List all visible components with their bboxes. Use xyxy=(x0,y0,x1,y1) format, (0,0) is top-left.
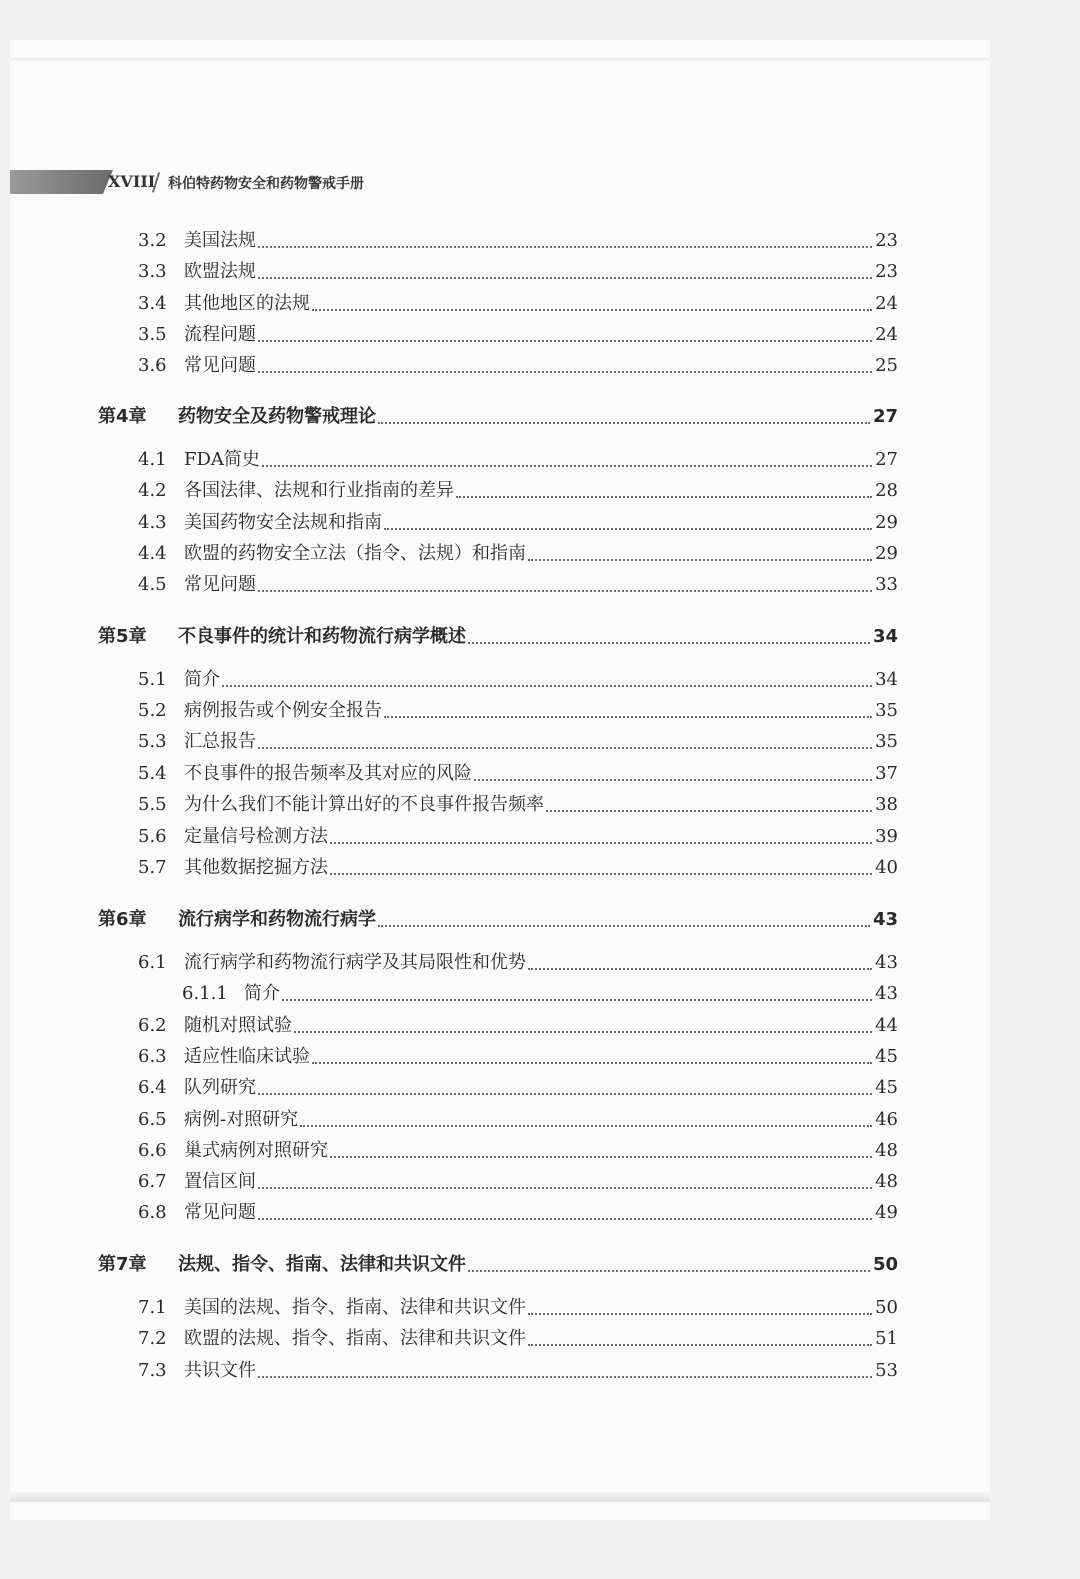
page-number: 48 xyxy=(875,1140,898,1161)
page-number-roman: XVIII xyxy=(108,172,156,191)
chapter-title: 流行病学和药物流行病学 xyxy=(178,909,376,930)
dot-leader xyxy=(258,276,872,279)
section-number: 3.4 xyxy=(138,293,167,314)
section-number: 4.3 xyxy=(138,512,167,533)
page-number: 25 xyxy=(875,355,898,376)
toc-section-row xyxy=(138,445,898,471)
toc-section-row xyxy=(138,853,898,879)
section-number: 6.2 xyxy=(138,1015,167,1036)
section-title: 简介 xyxy=(184,669,220,690)
toc-section-row xyxy=(138,759,898,785)
page-number: 37 xyxy=(875,763,898,784)
section-title: 各国法律、法规和行业指南的差异 xyxy=(184,480,454,501)
dot-leader xyxy=(258,1217,872,1220)
chapter-title: 法规、指令、指南、法律和共识文件 xyxy=(178,1254,466,1275)
dot-leader xyxy=(312,308,872,311)
section-title: 为什么我们不能计算出好的不良事件报告频率 xyxy=(184,794,544,815)
page-number: 34 xyxy=(872,626,898,647)
dot-leader xyxy=(384,527,872,530)
toc-section-row xyxy=(138,665,898,691)
section-title: 流行病学和药物流行病学及其局限性和优势 xyxy=(184,952,526,973)
dot-leader xyxy=(258,370,872,373)
section-title: 美国药物安全法规和指南 xyxy=(184,512,382,533)
page-number: 35 xyxy=(875,700,898,721)
section-number: 4.1 xyxy=(138,449,167,470)
section-number: 6.8 xyxy=(138,1202,167,1223)
toc-chapter-row xyxy=(98,622,898,648)
page-number: 45 xyxy=(875,1077,898,1098)
toc-section-row xyxy=(138,1011,898,1037)
page-number: 40 xyxy=(875,857,898,878)
section-number: 7.2 xyxy=(138,1328,167,1349)
dot-leader xyxy=(378,924,870,927)
section-title: 定量信号检测方法 xyxy=(184,826,328,847)
page-number: 43 xyxy=(872,909,898,930)
section-number: 6.4 xyxy=(138,1077,167,1098)
page-number: 23 xyxy=(875,230,898,251)
section-title: 美国法规 xyxy=(184,230,256,251)
toc-section-row xyxy=(138,1324,898,1350)
section-title: 汇总报告 xyxy=(184,731,256,752)
section-title: 巢式病例对照研究 xyxy=(184,1140,328,1161)
page-number: 51 xyxy=(875,1328,898,1349)
toc-section-row xyxy=(138,1042,898,1068)
section-number: 4.4 xyxy=(138,543,167,564)
dot-leader xyxy=(468,1269,870,1272)
section-title: 流程问题 xyxy=(184,324,256,345)
page-number: 49 xyxy=(875,1202,898,1223)
section-title: 病例报告或个例安全报告 xyxy=(184,700,382,721)
dot-leader xyxy=(384,715,872,718)
chapter-title: 药物安全及药物警戒理论 xyxy=(178,406,376,427)
dot-leader xyxy=(468,641,870,644)
section-number: 7.1 xyxy=(138,1297,167,1318)
dot-leader xyxy=(474,778,872,781)
section-title: 不良事件的报告频率及其对应的风险 xyxy=(184,763,472,784)
section-number: 5.4 xyxy=(138,763,167,784)
toc-section-row xyxy=(138,289,898,315)
toc-section-row xyxy=(138,1136,898,1162)
section-title: 常见问题 xyxy=(184,574,256,595)
toc-section-row xyxy=(138,948,898,974)
toc-section-row xyxy=(138,696,898,722)
dot-leader xyxy=(222,684,872,687)
page-number: 29 xyxy=(875,512,898,533)
section-number: 6.6 xyxy=(138,1140,167,1161)
section-number: 4.2 xyxy=(138,480,167,501)
page-number: 33 xyxy=(875,574,898,595)
toc-section-row xyxy=(138,727,898,753)
page-number: 50 xyxy=(875,1297,898,1318)
dot-leader xyxy=(258,1092,872,1095)
dot-leader xyxy=(546,809,872,812)
page-number: 43 xyxy=(875,952,898,973)
dot-leader xyxy=(258,339,872,342)
section-number: 6.7 xyxy=(138,1171,167,1192)
page-number: 23 xyxy=(875,261,898,282)
dot-leader xyxy=(456,495,872,498)
dot-leader xyxy=(528,967,872,970)
page-number: 27 xyxy=(875,449,898,470)
section-title: 病例-对照研究 xyxy=(184,1109,299,1130)
chapter-number: 第7章 xyxy=(98,1254,147,1275)
dot-leader xyxy=(258,1375,872,1378)
page-number: 38 xyxy=(875,794,898,815)
toc-chapter-row xyxy=(98,1250,898,1276)
page-number: 24 xyxy=(875,293,898,314)
section-title: 置信区间 xyxy=(184,1171,256,1192)
page-number: 45 xyxy=(875,1046,898,1067)
toc-section-row xyxy=(138,1105,898,1131)
section-number: 5.6 xyxy=(138,826,167,847)
page-number: 44 xyxy=(875,1015,898,1036)
book-title: 科伯特药物安全和药物警戒手册 xyxy=(168,176,364,192)
dot-leader xyxy=(282,998,872,1001)
section-title: 欧盟法规 xyxy=(184,261,256,282)
chapter-number: 第5章 xyxy=(98,626,147,647)
dot-leader xyxy=(528,1343,872,1346)
header-slash-divider: / xyxy=(152,168,161,196)
toc-section-row xyxy=(138,351,898,377)
toc-chapter-row xyxy=(98,905,898,931)
toc-section-row xyxy=(138,1356,898,1382)
section-number: 6.1 xyxy=(138,952,167,973)
page-number: 50 xyxy=(872,1254,898,1275)
page-number: 27 xyxy=(872,406,898,427)
section-title: 共识文件 xyxy=(184,1360,256,1381)
section-number: 5.7 xyxy=(138,857,167,878)
section-number: 3.5 xyxy=(138,324,167,345)
dot-leader xyxy=(312,1061,872,1064)
chapter-title: 不良事件的统计和药物流行病学概述 xyxy=(178,626,466,647)
dot-leader xyxy=(258,1186,872,1189)
toc-section-row xyxy=(138,539,898,565)
dot-leader xyxy=(258,245,872,248)
page-number: 43 xyxy=(875,983,898,1004)
section-title: 欧盟的药物安全立法（指令、法规）和指南 xyxy=(184,543,526,564)
toc-section-row xyxy=(138,570,898,596)
dot-leader xyxy=(258,589,872,592)
toc-section-row xyxy=(138,1293,898,1319)
section-title: 队列研究 xyxy=(184,1077,256,1098)
dot-leader xyxy=(330,1155,872,1158)
section-title: 常见问题 xyxy=(184,1202,256,1223)
dot-leader xyxy=(330,872,872,875)
section-number: 5.1 xyxy=(138,669,167,690)
section-title: 常见问题 xyxy=(184,355,256,376)
section-title: 其他数据挖掘方法 xyxy=(184,857,328,878)
section-number: 6.3 xyxy=(138,1046,167,1067)
section-number: 3.3 xyxy=(138,261,167,282)
page-number: 35 xyxy=(875,731,898,752)
page-number: 53 xyxy=(875,1360,898,1381)
section-number: 7.3 xyxy=(138,1360,167,1381)
dot-leader xyxy=(300,1124,872,1127)
toc-section-row xyxy=(138,1198,898,1224)
page-number: 34 xyxy=(875,669,898,690)
toc-section-row xyxy=(138,257,898,283)
dot-leader xyxy=(330,841,872,844)
section-title: 随机对照试验 xyxy=(184,1015,292,1036)
section-number: 6.5 xyxy=(138,1109,167,1130)
dot-leader xyxy=(528,558,872,561)
toc-chapter-row xyxy=(98,402,898,428)
section-number: 5.3 xyxy=(138,731,167,752)
section-number: 5.5 xyxy=(138,794,167,815)
section-number: 5.2 xyxy=(138,700,167,721)
chapter-number: 第4章 xyxy=(98,406,147,427)
dot-leader xyxy=(528,1312,872,1315)
section-title: 适应性临床试验 xyxy=(184,1046,310,1067)
toc-section-row xyxy=(138,476,898,502)
toc-section-row xyxy=(138,1073,898,1099)
subsection-number: 6.1.1 xyxy=(182,983,228,1004)
dot-leader xyxy=(294,1030,872,1033)
dot-leader xyxy=(258,746,872,749)
toc-section-row xyxy=(138,790,898,816)
section-title: 美国的法规、指令、指南、法律和共识文件 xyxy=(184,1297,526,1318)
section-title: 其他地区的法规 xyxy=(184,293,310,314)
section-title: 欧盟的法规、指令、指南、法律和共识文件 xyxy=(184,1328,526,1349)
section-number: 3.2 xyxy=(138,230,167,251)
dot-leader xyxy=(262,464,872,467)
chapter-number: 第6章 xyxy=(98,909,147,930)
toc-section-row xyxy=(138,1167,898,1193)
toc-section-row xyxy=(138,320,898,346)
section-number: 4.5 xyxy=(138,574,167,595)
page-number: 28 xyxy=(875,480,898,501)
subsection-title: 简介 xyxy=(244,983,280,1004)
toc-section-row xyxy=(138,508,898,534)
page-number: 24 xyxy=(875,324,898,345)
page-number: 29 xyxy=(875,543,898,564)
dot-leader xyxy=(378,421,870,424)
section-title: FDA简史 xyxy=(184,449,260,470)
toc-subsection-row xyxy=(182,979,898,1005)
toc-section-row xyxy=(138,822,898,848)
page-number: 39 xyxy=(875,826,898,847)
toc-section-row xyxy=(138,226,898,252)
page-number: 46 xyxy=(875,1109,898,1130)
page-number: 48 xyxy=(875,1171,898,1192)
section-number: 3.6 xyxy=(138,355,167,376)
